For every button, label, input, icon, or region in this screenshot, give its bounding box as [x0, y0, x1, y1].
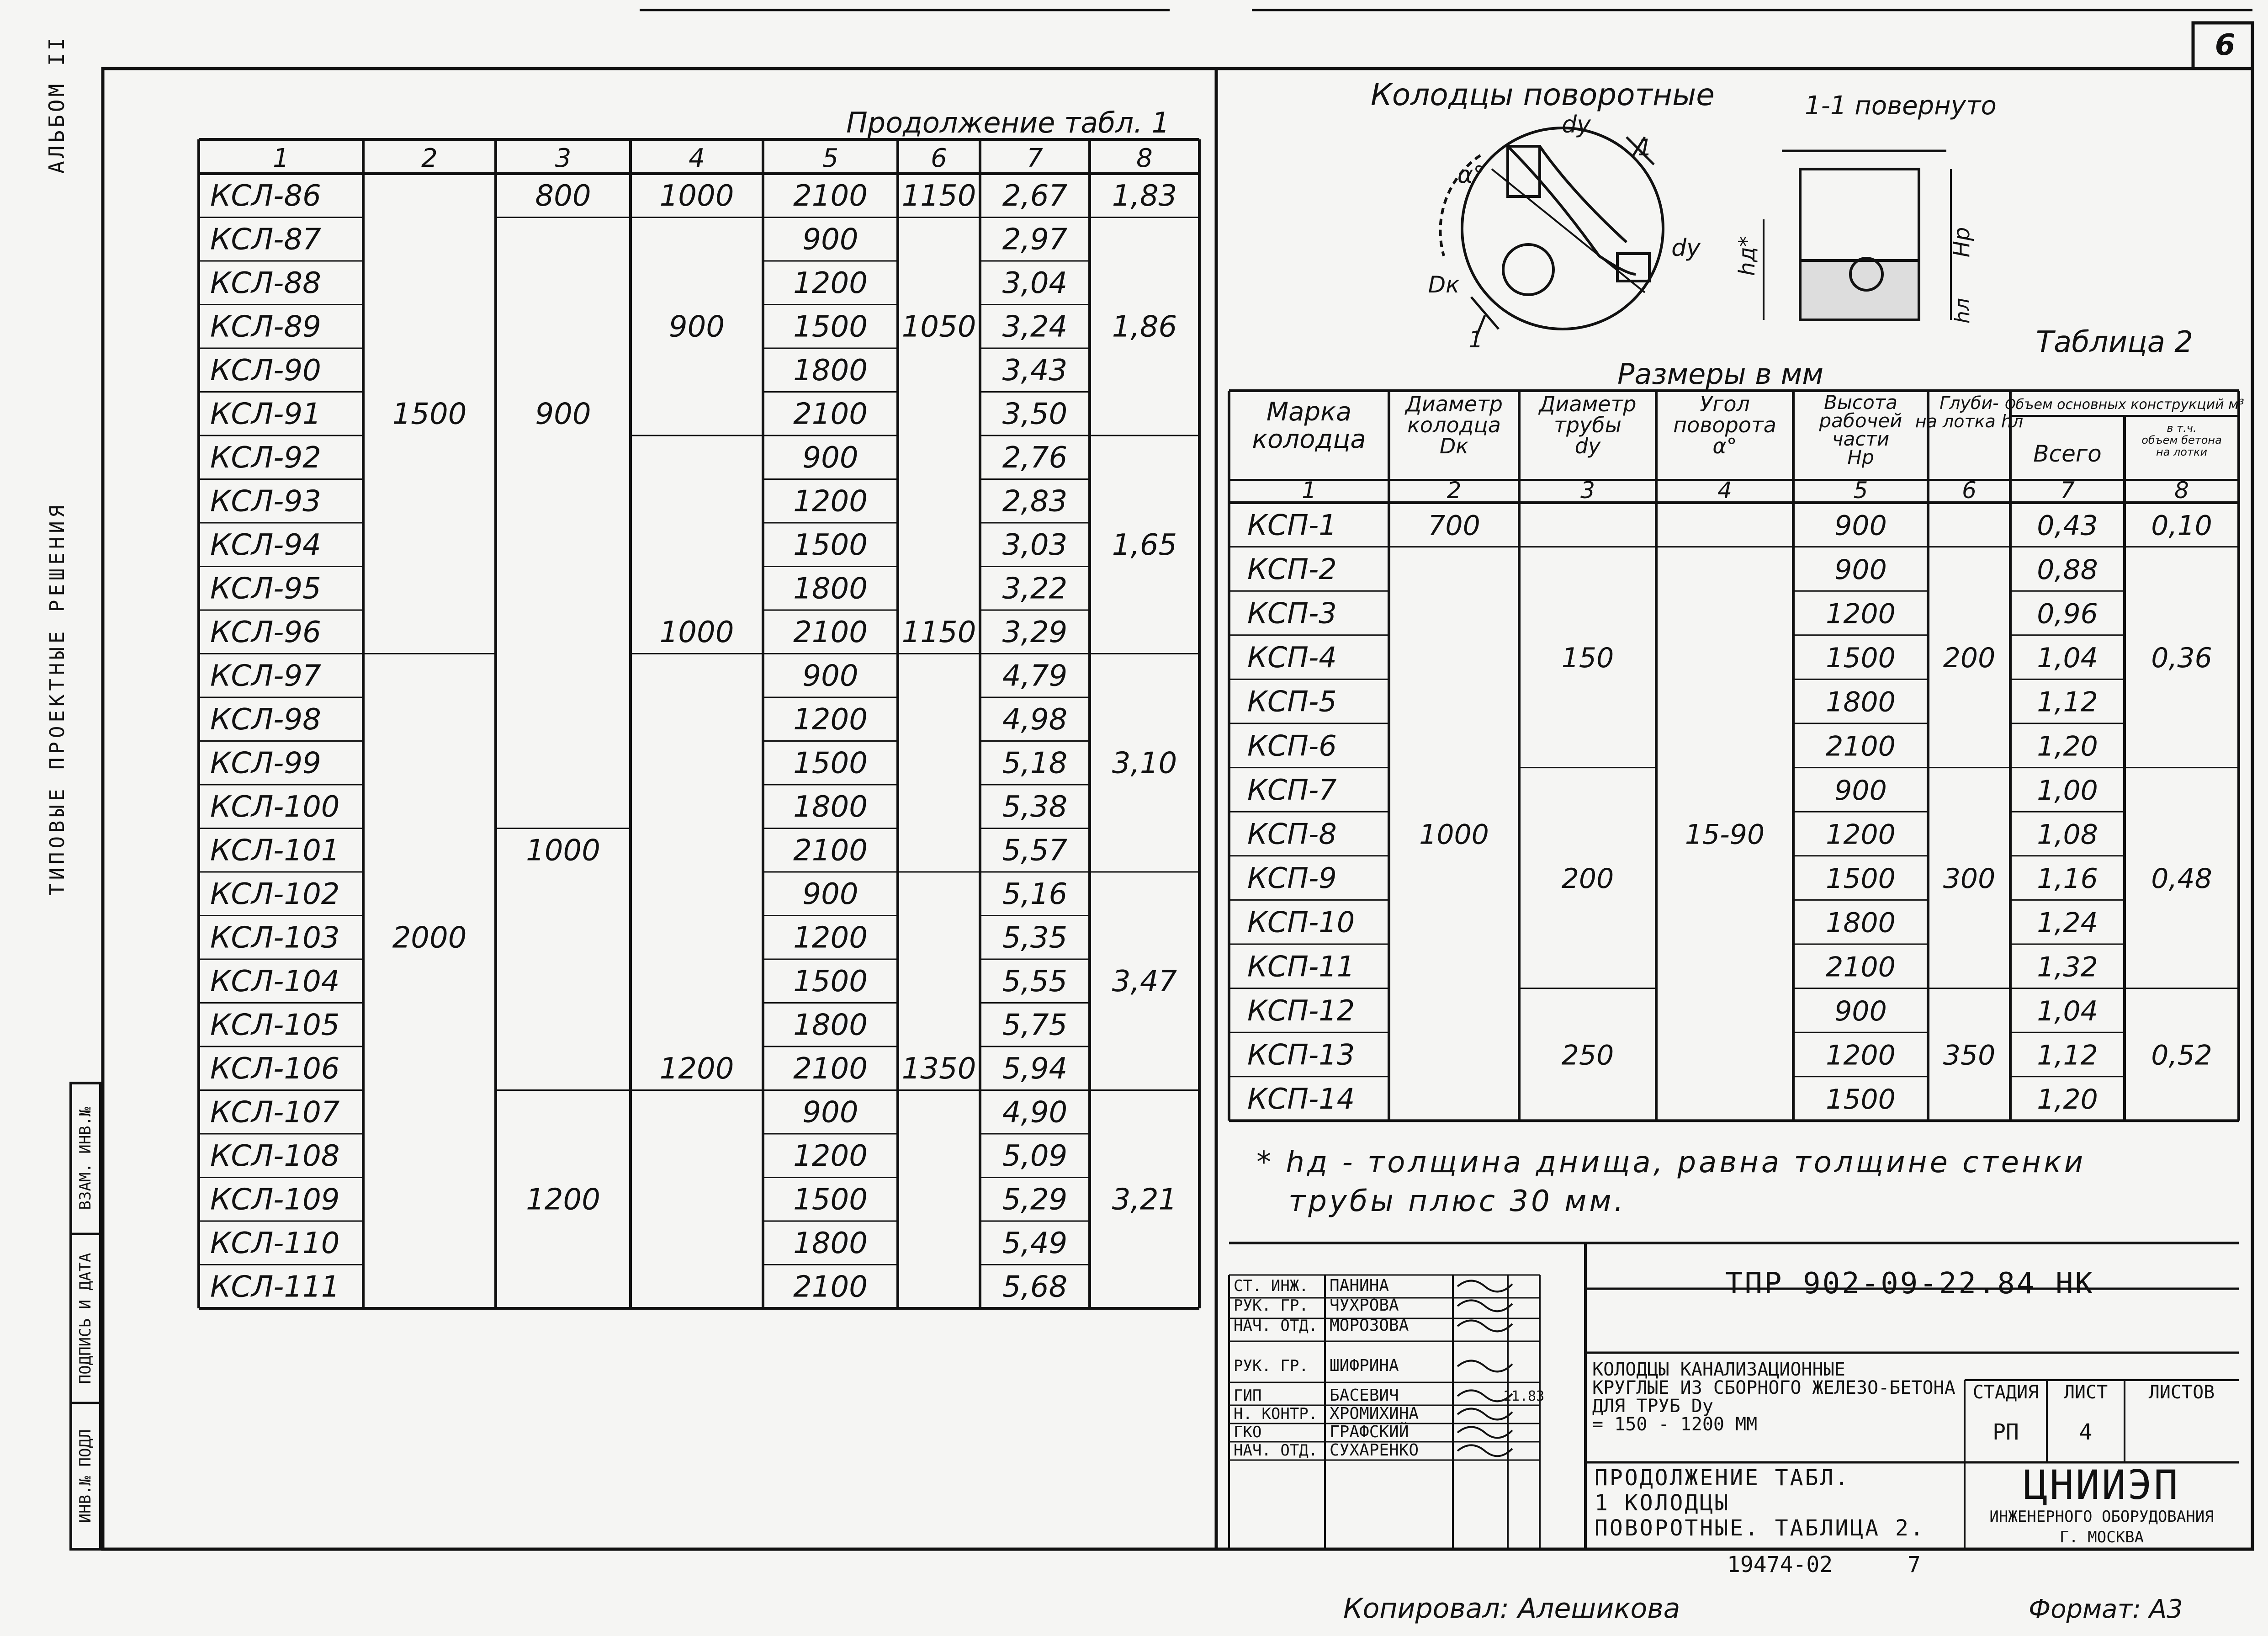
hd-label: hд* — [1734, 236, 1760, 276]
table1-mark: КСЛ-88 — [210, 266, 321, 300]
table1-mark: КСЛ-106 — [210, 1052, 340, 1086]
table2-volume: 1,20 — [2037, 1084, 2098, 1116]
table1-volume: 3,04 — [1002, 266, 1068, 300]
table1-value: 3,10 — [1112, 746, 1177, 781]
table1-height: 900 — [802, 223, 858, 257]
tb-role: ГКО — [1234, 1423, 1262, 1441]
table2-mark: КСП-13 — [1247, 1038, 1355, 1072]
table2-header: Dк — [1439, 434, 1469, 458]
table2-volume: 0,96 — [2037, 598, 2098, 630]
sheet-title: 1 КОЛОДЦЫ — [1595, 1490, 1730, 1516]
org-subtitle: ИНЖЕНЕРНОГО ОБОРУДОВАНИЯ — [1989, 1508, 2214, 1526]
hp-label: Hр — [1949, 227, 1975, 258]
pipe-top — [1508, 146, 1540, 197]
table1-col-number: 3 — [555, 143, 572, 173]
cut-label: 1 — [1468, 326, 1483, 353]
table2-value: 0,36 — [2151, 642, 2212, 675]
table1-height: 1500 — [793, 528, 868, 562]
stamp-text: ВЗАМ. ИНВ.№ — [76, 1107, 95, 1210]
table1-mark: КСЛ-102 — [210, 877, 340, 911]
table2-mark: КСП-7 — [1247, 773, 1337, 807]
signature — [1457, 1301, 1512, 1312]
table1-value: 1000 — [659, 179, 734, 213]
table1-height: 1800 — [793, 1226, 868, 1260]
org-city: Г. МОСКВА — [2059, 1528, 2144, 1546]
table2-volume: 1,16 — [2037, 863, 2098, 895]
table1-value: 1500 — [392, 397, 467, 431]
table1-mark: КСЛ-109 — [210, 1183, 340, 1217]
table2-header: на лотки — [2156, 446, 2208, 458]
table1-volume: 2,76 — [1002, 441, 1068, 475]
table1-volume: 4,98 — [1002, 702, 1068, 737]
table2-height: 1800 — [1826, 907, 1896, 939]
table1-height: 900 — [802, 877, 858, 911]
table2-mark: КСП-1 — [1247, 508, 1337, 542]
table1-mark: КСЛ-104 — [210, 964, 340, 999]
album-label: АЛЬБОМ II — [44, 35, 69, 174]
table1-volume: 5,68 — [1002, 1270, 1068, 1304]
table1-volume: 4,79 — [1002, 659, 1068, 693]
table1-value: 1000 — [526, 834, 600, 868]
table2-height: 1200 — [1826, 1039, 1896, 1072]
table1-height: 1500 — [793, 310, 868, 344]
table2-header: Высота — [1824, 391, 1897, 414]
sheet-title: ПРОДОЛЖЕНИЕ ТАБЛ. — [1595, 1465, 1850, 1491]
table1-mark: КСЛ-96 — [210, 615, 321, 649]
table1-mark: КСЛ-92 — [210, 441, 321, 475]
table1-height: 900 — [802, 441, 858, 475]
table2-value: 150 — [1561, 642, 1614, 675]
table2-mark: КСП-8 — [1247, 817, 1337, 851]
copied-by: Копировал: Алешикова — [1343, 1593, 1680, 1625]
tb-name: БАСЕВИЧ — [1330, 1386, 1399, 1405]
table2-value: 0,48 — [2151, 863, 2212, 895]
table2-col-number: 4 — [1717, 477, 1732, 504]
table2-mark: КСП-6 — [1247, 729, 1337, 763]
project-title: КРУГЛЫЕ ИЗ СБОРНОГО ЖЕЛЕЗО-БЕТОНА — [1592, 1377, 1955, 1398]
table1-height: 1500 — [793, 746, 868, 781]
table1-height: 1500 — [793, 1183, 868, 1217]
table1-volume: 3,50 — [1002, 397, 1068, 431]
table1-mark: КСЛ-100 — [210, 790, 340, 824]
table2-volume: 1,20 — [2037, 730, 2098, 763]
tb-role: Н. КОНТР. — [1234, 1405, 1318, 1423]
sheet-label: ЛИСТ — [2063, 1382, 2108, 1403]
table2-volume: 1,04 — [2037, 642, 2098, 675]
table1-mark: КСЛ-99 — [210, 746, 321, 781]
table2-header: Диаметр — [1539, 392, 1637, 416]
footnote-line1: * hд - толщина днища, равна толщине стенки — [1256, 1146, 2086, 1179]
table2-header: Глуби- — [1939, 393, 1999, 413]
project-title: ДЛЯ ТРУБ Dy — [1592, 1396, 1713, 1417]
table1-height: 1200 — [793, 266, 868, 300]
table1-height: 1500 — [793, 964, 868, 999]
stamp-text: ПОДПИСЬ И ДАТА — [76, 1253, 95, 1384]
pipe-right — [1617, 254, 1649, 281]
table1-col-number: 7 — [1027, 143, 1043, 173]
table2-header: на лотка hл — [1915, 411, 2024, 431]
table2-col-number: 8 — [2174, 477, 2189, 504]
format-label: Формат: А3 — [2029, 1594, 2183, 1624]
table2 — [1229, 391, 2244, 1121]
table2-mark: КСП-10 — [1247, 905, 1355, 939]
section-axis — [1492, 169, 1645, 292]
stage-label: СТАДИЯ — [1972, 1382, 2039, 1403]
table2-height: 1500 — [1826, 1084, 1896, 1116]
table2-value: 200 — [1561, 863, 1614, 895]
table1-value: 3,21 — [1112, 1183, 1177, 1217]
table2-value: 0,10 — [2151, 510, 2212, 542]
table1-mark: КСЛ-86 — [210, 179, 321, 213]
table1-value: 1,83 — [1112, 179, 1177, 213]
table1-mark: КСЛ-89 — [210, 310, 321, 344]
table1 — [199, 139, 1199, 1308]
table2-height: 900 — [1834, 995, 1887, 1027]
table2-header: колодца — [1252, 425, 1366, 454]
pipe-circle — [1503, 244, 1553, 295]
table1-value: 2000 — [392, 921, 467, 955]
table1-height: 1800 — [793, 790, 868, 824]
table1-height: 2100 — [793, 1270, 868, 1304]
table1-col-number: 8 — [1136, 143, 1153, 173]
signature — [1457, 1445, 1512, 1456]
table2-height: 900 — [1834, 774, 1887, 807]
table2-header: dy — [1574, 434, 1601, 458]
table1-height: 900 — [802, 659, 858, 693]
table2-value: 350 — [1943, 1039, 1996, 1072]
table2-mark: КСП-3 — [1247, 596, 1337, 630]
table2-volume: 0,88 — [2037, 553, 2098, 586]
table1-mark: КСЛ-93 — [210, 484, 321, 519]
table2-units: Размеры в мм — [1617, 357, 1824, 391]
tb-name: ШИФРИНА — [1330, 1356, 1399, 1375]
inventory-page: 7 — [1908, 1552, 1921, 1578]
dk-label: Dк — [1428, 271, 1460, 298]
table2-header: трубы — [1554, 413, 1622, 437]
inventory-number: 19474-02 — [1727, 1552, 1833, 1578]
table2-volume: 1,32 — [2037, 951, 2098, 983]
table1-value: 1200 — [659, 1052, 734, 1086]
signature — [1457, 1409, 1512, 1420]
table1-volume: 3,22 — [1002, 572, 1068, 606]
table1-mark: КСЛ-101 — [210, 834, 340, 868]
table2-header: части — [1832, 428, 1890, 450]
signature — [1457, 1281, 1512, 1292]
table1-volume: 3,29 — [1002, 615, 1068, 649]
tb-role: ГИП — [1234, 1386, 1262, 1405]
well-diagram — [1428, 111, 1975, 353]
tb-name: ХРОМИХИНА — [1330, 1404, 1419, 1423]
stamp-text: ИНВ.№ ПОДЛ — [76, 1429, 95, 1523]
table2-volume: 0,43 — [2037, 510, 2098, 542]
table1-height: 1800 — [793, 353, 868, 388]
table2-height: 2100 — [1826, 730, 1896, 763]
table1-value: 900 — [535, 397, 591, 431]
section-base — [1800, 260, 1919, 320]
table1-mark: КСЛ-111 — [210, 1270, 340, 1304]
table2-value: 700 — [1428, 510, 1480, 542]
project-title: = 150 - 1200 ММ — [1592, 1414, 1758, 1435]
doc-code: ТПР 902-09-22.84 НК — [1725, 1267, 2095, 1301]
signature — [1457, 1321, 1512, 1332]
table1-mark: КСЛ-98 — [210, 702, 321, 737]
table1-mark: КСЛ-90 — [210, 353, 321, 388]
table1-value: 3,47 — [1112, 964, 1177, 999]
table1-height: 1200 — [793, 484, 868, 519]
table2-volume: 1,08 — [2037, 818, 2098, 851]
table2-volume: 1,24 — [2037, 907, 2098, 939]
dy-label: dy — [1562, 111, 1591, 138]
table1-volume: 2,83 — [1002, 484, 1068, 519]
tb-role: СТ. ИНЖ. — [1234, 1277, 1309, 1295]
table2-header: в т.ч. — [2167, 422, 2197, 435]
table2-height: 900 — [1834, 553, 1887, 586]
table2-value: 200 — [1943, 642, 1996, 675]
table2-height: 1200 — [1826, 818, 1896, 851]
sheet-number: 6 — [2215, 28, 2236, 62]
table1-volume: 5,55 — [1002, 964, 1068, 999]
table2-mark: КСП-4 — [1247, 641, 1337, 675]
table1-height: 2100 — [793, 1052, 868, 1086]
table2-value: 0,52 — [2151, 1039, 2212, 1072]
title-block — [1229, 1243, 2239, 1549]
tb-name: ЧУХРОВА — [1330, 1296, 1399, 1315]
tb-role: НАЧ. ОТД. — [1234, 1441, 1318, 1460]
table1-volume: 5,29 — [1002, 1183, 1068, 1217]
table1-col-number: 6 — [931, 143, 947, 173]
table1-volume: 3,03 — [1002, 528, 1068, 562]
table2-col-number: 7 — [2060, 477, 2075, 504]
section-label: 1-1 повернуто — [1805, 91, 1997, 121]
hl-label: hл — [1951, 297, 1974, 324]
well-plan-circle — [1462, 128, 1663, 329]
table2-value: 15-90 — [1685, 818, 1765, 851]
table1-col-number: 2 — [421, 143, 438, 173]
table1-volume: 5,75 — [1002, 1008, 1068, 1042]
table2-header: объем бетона — [2141, 434, 2222, 446]
table1-height: 1800 — [793, 572, 868, 606]
table2-header: Марка — [1266, 397, 1352, 427]
table1-height: 1800 — [793, 1008, 868, 1042]
table2-height: 1200 — [1826, 598, 1896, 630]
sheet-value: 4 — [2079, 1419, 2093, 1445]
table1-value: 1,86 — [1112, 310, 1177, 344]
table1-volume: 5,09 — [1002, 1139, 1068, 1173]
table1-mark: КСЛ-107 — [210, 1095, 340, 1130]
table2-mark: КСП-11 — [1247, 950, 1355, 983]
table2-header: Угол — [1700, 392, 1750, 416]
table2-mark: КСП-12 — [1247, 993, 1355, 1027]
table2-col-number: 2 — [1447, 477, 1462, 504]
table1-value: 1150 — [901, 615, 976, 649]
table1-value: 1,65 — [1112, 528, 1177, 562]
table2-height: 1800 — [1826, 686, 1896, 718]
series-title: ТИПОВЫЕ ПРОЕКТНЫЕ РЕШЕНИЯ — [46, 501, 69, 896]
table2-header: Объем основных конструкций м³ — [2005, 397, 2244, 413]
table1-height: 2100 — [793, 179, 868, 213]
table2-header: Диаметр — [1405, 392, 1503, 416]
table2-volume: 1,00 — [2037, 774, 2098, 807]
table2-mark: КСП-2 — [1247, 552, 1337, 586]
table1-volume: 2,97 — [1002, 223, 1068, 257]
table1-mark: КСЛ-87 — [210, 223, 321, 257]
table2-value: 250 — [1561, 1039, 1614, 1072]
table1-value: 1200 — [526, 1183, 600, 1217]
table1-volume: 5,16 — [1002, 877, 1068, 911]
table1-volume: 5,57 — [1002, 834, 1068, 868]
table1-height: 1200 — [793, 702, 868, 737]
table2-col-number: 3 — [1580, 477, 1595, 504]
table2-col-number: 1 — [1302, 477, 1316, 504]
tb-name: СУХАРЕНКО — [1330, 1441, 1419, 1460]
table1-caption: Продолжение табл. 1 — [846, 106, 1170, 139]
table1-volume: 5,18 — [1002, 746, 1068, 781]
table1-mark: КСЛ-94 — [210, 528, 321, 562]
tb-role: НАЧ. ОТД. — [1234, 1317, 1318, 1335]
table1-volume: 5,38 — [1002, 790, 1068, 824]
table2-volume: 1,04 — [2037, 995, 2098, 1027]
tb-name: ГРАФСКИЙ — [1330, 1423, 1409, 1441]
table1-mark: КСЛ-97 — [210, 659, 321, 693]
table1-mark: КСЛ-95 — [210, 572, 321, 606]
table1-height: 2100 — [793, 834, 868, 868]
tb-name: ПАНИНА — [1330, 1276, 1389, 1295]
table1-mark: КСЛ-103 — [210, 921, 340, 955]
tb-name: МОРОЗОВА — [1330, 1316, 1409, 1335]
outer-frame — [103, 69, 2252, 1549]
signature — [1457, 1427, 1512, 1438]
table2-header: Всего — [2033, 441, 2102, 467]
table1-mark: КСЛ-105 — [210, 1008, 340, 1042]
cut-label: 1 — [1637, 134, 1652, 161]
table1-value: 1350 — [901, 1052, 976, 1086]
table1-height: 2100 — [793, 615, 868, 649]
signature — [1457, 1361, 1512, 1372]
table2-mark: КСП-14 — [1247, 1082, 1355, 1116]
table1-col-number: 4 — [689, 143, 705, 173]
table1-col-number: 1 — [273, 143, 289, 173]
table1-value: 1000 — [659, 615, 734, 649]
alpha-label: α° — [1457, 161, 1485, 189]
tb-date: 11.83 — [1503, 1388, 1545, 1404]
table2-value: 300 — [1943, 863, 1996, 895]
table2-header: поворота — [1673, 413, 1776, 437]
table1-volume: 3,24 — [1002, 310, 1068, 344]
table2-mark: КСП-5 — [1247, 685, 1337, 718]
table1-value: 800 — [535, 179, 591, 213]
sheet-title: ПОВОРОТНЫЕ. ТАБЛИЦА 2. — [1595, 1515, 1925, 1541]
table2-header: колодца — [1407, 413, 1501, 437]
table2-col-number: 6 — [1962, 477, 1977, 504]
tb-role: РУК. ГР. — [1234, 1357, 1309, 1375]
table1-value: 1050 — [901, 310, 976, 344]
table1-mark: КСЛ-91 — [210, 397, 321, 431]
tb-role: РУК. ГР. — [1234, 1296, 1309, 1315]
table2-col-number: 5 — [1853, 477, 1868, 504]
table2-height: 1500 — [1826, 863, 1896, 895]
project-title: КОЛОДЦЫ КАНАЛИЗАЦИОННЫЕ — [1592, 1359, 1845, 1380]
table1-height: 2100 — [793, 397, 868, 431]
table1-value: 900 — [668, 310, 725, 344]
table2-value: 1000 — [1419, 818, 1489, 851]
dy-label: dy — [1671, 234, 1701, 262]
table2-volume: 1,12 — [2037, 1039, 2098, 1072]
table2-header: Hр — [1847, 446, 1874, 468]
sheets-label: ЛИСТОВ — [2148, 1382, 2215, 1403]
table1-height: 900 — [802, 1095, 858, 1130]
table1-height: 1200 — [793, 921, 868, 955]
table1-volume: 4,90 — [1002, 1095, 1068, 1130]
org-name: ЦНИИЭП — [2024, 1461, 2180, 1509]
footnote-line2: трубы плюс 30 мм. — [1288, 1185, 1626, 1218]
table1-volume: 5,94 — [1002, 1052, 1068, 1086]
table1-mark: КСЛ-108 — [210, 1139, 340, 1173]
table2-caption: Таблица 2 — [2035, 325, 2193, 359]
table2-height: 1500 — [1826, 642, 1896, 675]
table2-header: α° — [1712, 434, 1737, 458]
diagram-title: Колодцы поворотные — [1371, 77, 1715, 112]
stage-value: РП — [1992, 1419, 2019, 1445]
table1-volume: 3,43 — [1002, 353, 1068, 388]
table2-header: рабочей — [1819, 409, 1902, 432]
table2-height: 2100 — [1826, 951, 1896, 983]
table1-height: 1200 — [793, 1139, 868, 1173]
table1-col-number: 5 — [822, 143, 839, 173]
table2-mark: КСП-9 — [1247, 861, 1337, 895]
table2-volume: 1,12 — [2037, 686, 2098, 718]
table1-volume: 5,35 — [1002, 921, 1068, 955]
table1-volume: 2,67 — [1002, 179, 1068, 213]
approval-stamp — [71, 1083, 101, 1549]
table1-value: 1150 — [901, 179, 976, 213]
table1-volume: 5,49 — [1002, 1226, 1068, 1260]
table2-height: 900 — [1834, 510, 1887, 542]
table1-mark: КСЛ-110 — [210, 1226, 340, 1260]
